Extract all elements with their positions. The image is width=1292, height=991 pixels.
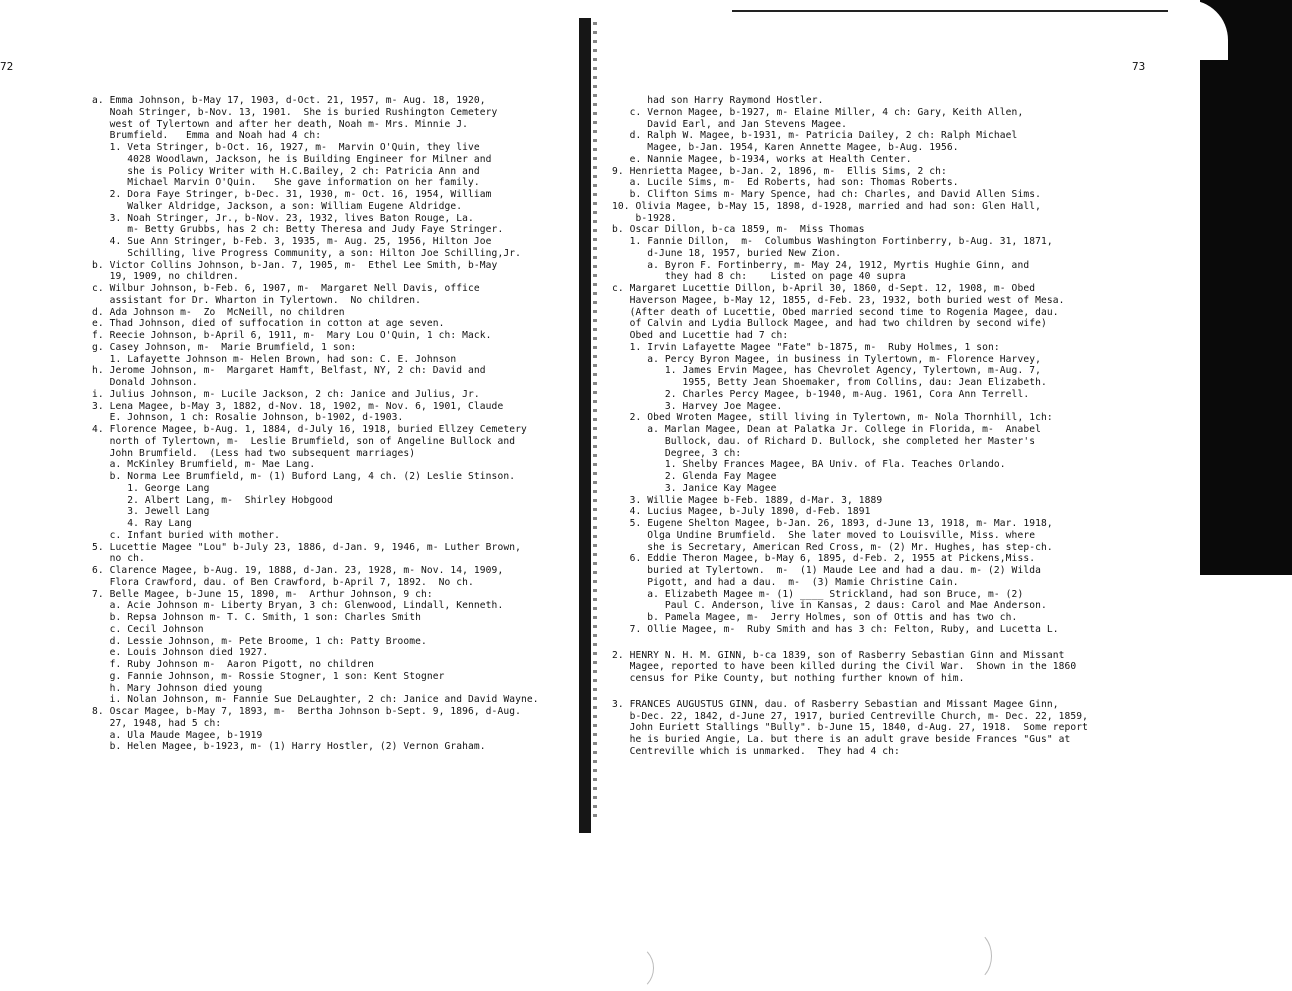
text-line: b. Repsa Johnson m- T. C. Smith, 1 son: Charles Smith — [92, 612, 422, 623]
text-line: Degree, 3 ch: — [612, 447, 742, 459]
text-line: 4. Lucius Magee, b-July 1890, d-Feb. 1891 — [612, 506, 871, 518]
text-line: 3. Janice Kay Magee — [612, 482, 777, 494]
text-line: 5. Eugene Shelton Magee, b-Jan. 26, 1893, d-June 13, 1918, m- Mar. 1918, — [612, 518, 1053, 529]
text-line: 1. Lafayette Johnson m- Helen Brown, had son: C. E. Johnson — [92, 353, 457, 365]
text-line: b. Oscar Dillon, b-ca 1859, m- Miss Thomas — [612, 224, 865, 236]
text-line: 7. Belle Magee, b-June 15, 1890, m- Arthur Johnson, 9 ch: — [92, 588, 433, 600]
text-line: 1. George Lang — [92, 482, 210, 494]
text-line: b. Victor Collins Johnson, b-Jan. 7, 1905, m- Ethel Lee Smith, b-May — [92, 259, 498, 271]
text-line: 4. Sue Ann Stringer, b-Feb. 3, 1935, m- Aug. 25, 1956, Hilton Joe — [92, 236, 492, 247]
text-line: g. Casey Johnson, m- Marie Brumfield, 1 son: — [92, 341, 357, 353]
text-line: c. Infant buried with mother. — [92, 529, 281, 541]
text-line: 3. Noah Stringer, Jr., b-Nov. 23, 1932, lives Baton Rouge, La. — [92, 212, 474, 224]
book-binding-shadow — [579, 18, 591, 833]
text-line: E. Johnson, 1 ch: Rosalie Johnson, b-1902, d-1903. — [92, 412, 404, 424]
text-line: f. Ruby Johnson m- Aaron Pigott, no children — [92, 659, 375, 670]
text-line: had son Harry Raymond Hostler. — [612, 95, 824, 106]
text-line: Flora Crawford, dau. of Ben Crawford, b-April 7, 1892. No ch. — [92, 576, 474, 588]
text-line: Paul C. Anderson, live in Kansas, 2 daus: Carol and Mae Anderson. — [612, 600, 1047, 612]
text-line: a. Lucile Sims, m- Ed Roberts, had son: Thomas Roberts. — [612, 177, 959, 189]
scan-artifact — [612, 945, 654, 991]
text-line: i. Julius Johnson, m- Lucile Jackson, 2 ch: Janice and Julius, Jr. — [92, 388, 480, 400]
text-line: Magee, b-Jan. 1954, Karen Annette Magee, b-Aug. 1956. — [612, 142, 959, 153]
text-line: 2. Albert Lang, m- Shirley Hobgood — [92, 494, 333, 506]
text-line: 3. Harvey Joe Magee. — [612, 400, 783, 412]
text-line: David Earl, and Jan Stevens Magee. — [612, 118, 848, 130]
text-line: census for Pike County, but nothing further known of him. — [612, 673, 965, 684]
text-line: 3. Lena Magee, b-May 3, 1882, d-Nov. 18, 1902, m- Nov. 6, 1901, Claude — [92, 400, 504, 412]
text-line: 5. Lucettie Magee "Lou" b-July 23, 1886, d-Jan. 9, 1946, m- Luther Brown, — [92, 541, 521, 553]
text-line: Pigott, and had a dau. m- (3) Mamie Christine Cain. — [612, 576, 959, 588]
text-line: Magee, reported to have been killed during the Civil War. Shown in the 1860 — [612, 661, 1077, 673]
text-line: 6. Eddie Theron Magee, b-May 6, 1895, d-Feb. 2, 1955 at Pickens,Miss. — [612, 553, 1036, 565]
text-line: 2. Obed Wroten Magee, still living in Tylertown, m- Nola Thornhill, 1ch: — [612, 412, 1053, 424]
text-line: h. Mary Johnson died young — [92, 682, 263, 694]
text-line: b. Norma Lee Brumfield, m- (1) Buford Lang, 4 ch. (2) Leslie Stinson. — [92, 471, 516, 482]
text-line: b. Pamela Magee, m- Jerry Holmes, son of Ottis and has two ch. — [612, 612, 1018, 623]
text-line: Noah Stringer, b-Nov. 13, 1901. She is buried Rushington Cemetery — [92, 106, 498, 118]
text-line: 2. Charles Percy Magee, b-1940, m-Aug. 1961, Cora Ann Terrell. — [612, 388, 1030, 400]
text-line: 1. Fannie Dillon, m- Columbus Washington Fortinberry, b-Aug. 31, 1871, — [612, 236, 1053, 247]
binding-edge-texture — [593, 22, 597, 822]
text-line: 9. Henrietta Magee, b-Jan. 2, 1896, m- Ellis Sims, 2 ch: — [612, 165, 947, 177]
text-line: a. McKinley Brumfield, m- Mae Lang. — [92, 459, 316, 471]
text-line: they had 8 ch: Listed on page 40 supra — [612, 271, 906, 283]
text-line: b-1928. — [612, 212, 677, 224]
text-line: 1. Shelby Frances Magee, BA Univ. of Fla. Teaches Orlando. — [612, 459, 1006, 471]
text-line: a. Elizabeth Magee m- (1) ____ Strickland, had son Bruce, m- (2) — [612, 588, 1024, 600]
text-line: Obed and Lucettie had 7 ch: — [612, 330, 789, 341]
text-line: h. Jerome Johnson, m- Margaret Hamft, Belfast, NY, 2 ch: David and — [92, 365, 486, 377]
text-line: d. Ada Johnson m- Zo McNeill, no children — [92, 306, 345, 318]
text-line: John Brumfield. (Less had two subsequent marriages) — [92, 447, 416, 459]
paragraph-gap — [612, 685, 1088, 699]
scan-dark-margin — [1200, 0, 1292, 575]
text-line: 2. Dora Faye Stringer, b-Dec. 31, 1930, m- Oct. 16, 1954, William — [92, 189, 492, 200]
text-line: 4. Ray Lang — [92, 518, 192, 529]
text-line: Schilling, live Progress Community, a son: Hilton Joe Schilling,Jr. — [92, 247, 521, 259]
text-line: west of Tylertown and after her death, Noah m- Mrs. Minnie J. — [92, 118, 469, 130]
text-line: Bullock, dau. of Richard D. Bullock, she completed her Master's — [612, 435, 1036, 447]
text-line: b-Dec. 22, 1842, d-June 27, 1917, buried Centreville Church, m- Dec. 22, 1859, — [612, 710, 1088, 722]
left-page-number: 72 — [0, 60, 14, 73]
text-line: c. Wilbur Johnson, b-Feb. 6, 1907, m- Margaret Nell Davis, office — [92, 283, 480, 294]
text-line: 2. HENRY N. H. M. GINN, b-ca 1839, son of Rasberry Sebastian Ginn and Missant — [612, 649, 1065, 661]
text-line: 2. Glenda Fay Magee — [612, 471, 777, 482]
text-line: g. Fannie Johnson, m- Rossie Stogner, 1 son: Kent Stogner — [92, 670, 445, 682]
text-line: Brumfield. Emma and Noah had 4 ch: — [92, 130, 322, 142]
text-line: c. Cecil Johnson — [92, 623, 204, 635]
right-page-number: 73 — [1132, 60, 1146, 73]
text-line: c. Margaret Lucettie Dillon, b-April 30, 1860, d-Sept. 12, 1908, m- Obed — [612, 283, 1036, 294]
text-line: of Calvin and Lydia Bullock Magee, and had two children by second wife) — [612, 318, 1047, 330]
text-line: a. Byron F. Fortinberry, m- May 24, 1912, Myrtis Hughie Ginn, and — [612, 259, 1030, 271]
right-page-text — [612, 95, 1088, 758]
text-line: b. Helen Magee, b-1923, m- (1) Harry Hostler, (2) Vernon Graham. — [92, 741, 486, 753]
text-line: e. Nannie Magee, b-1934, works at Health Center. — [612, 153, 912, 165]
text-line: c. Vernon Magee, b-1927, m- Elaine Miller, 4 ch: Gary, Keith Allen, — [612, 106, 1024, 118]
paragraph-gap — [612, 636, 1088, 650]
text-line: buried at Tylertown. m- (1) Maude Lee and had a dau. m- (2) Wilda — [612, 565, 1041, 576]
text-line: d. Lessie Johnson, m- Pete Broome, 1 ch: Patty Broome. — [92, 635, 427, 647]
text-line: 10. Olivia Magee, b-May 15, 1898, d-1928, married and had son: Glen Hall, — [612, 200, 1041, 212]
text-line: 3. FRANCES AUGUSTUS GINN, dau. of Rasberry Sebastian and Missant Magee Ginn, — [612, 698, 1059, 710]
text-line: 7. Ollie Magee, m- Ruby Smith and has 3 ch: Felton, Ruby, and Lucetta L. — [612, 623, 1059, 635]
text-line: 1. Irvin Lafayette Magee "Fate" b-1875, m- Ruby Holmes, 1 son: — [612, 341, 1000, 353]
text-line: a. Ula Maude Magee, b-1919 — [92, 729, 263, 741]
text-line: a. Acie Johnson m- Liberty Bryan, 3 ch: Glenwood, Lindall, Kenneth. — [92, 600, 504, 612]
text-line: he is buried Angie, La. but there is an adult grave beside Frances "Gus" at — [612, 734, 1071, 745]
text-line: 1. Veta Stringer, b-Oct. 16, 1927, m- Marvin O'Quin, they live — [92, 142, 480, 153]
text-line: a. Marlan Magee, Dean at Palatka Jr. College in Florida, m- Anabel — [612, 424, 1041, 435]
scan-artifact — [950, 930, 992, 982]
text-line: 4028 Woodlawn, Jackson, he is Building Engineer for Milner and — [92, 153, 492, 165]
text-line: a. Emma Johnson, b-May 17, 1903, d-Oct. 21, 1957, m- Aug. 18, 1920, — [92, 95, 486, 106]
text-line: 1. James Ervin Magee, has Chevrolet Agency, Tylertown, m-Aug. 7, — [612, 365, 1041, 377]
text-line: e. Louis Johnson died 1927. — [92, 647, 269, 659]
text-line: Centreville which is unmarked. They had 4 ch: — [612, 745, 900, 757]
text-line: 4. Florence Magee, b-Aug. 1, 1884, d-July 16, 1918, buried Ellzey Cemetery — [92, 424, 527, 435]
text-line: Michael Marvin O'Quin. She gave information on her family. — [92, 177, 480, 189]
text-line: (After death of Lucettie, Obed married second time to Rogenia Magee, dau. — [612, 306, 1059, 318]
text-line: 8. Oscar Magee, b-May 7, 1893, m- Bertha Johnson b-Sept. 9, 1896, d-Aug. — [92, 706, 521, 717]
text-line: 1955, Betty Jean Shoemaker, from Collins, dau: Jean Elizabeth. — [612, 377, 1047, 388]
text-line: Donald Johnson. — [92, 377, 198, 388]
text-line: 3. Willie Magee b-Feb. 1889, d-Mar. 3, 1889 — [612, 494, 883, 506]
text-line: f. Reecie Johnson, b-April 6, 1911, m- Mary Lou O'Quin, 1 ch: Mack. — [92, 330, 492, 341]
left-page-text — [92, 95, 539, 753]
text-line: 27, 1948, had 5 ch: — [92, 717, 222, 729]
text-line: d. Ralph W. Magee, b-1931, m- Patricia Dailey, 2 ch: Ralph Michael — [612, 130, 1018, 142]
text-line: e. Thad Johnson, died of suffocation in cotton at age seven. — [92, 318, 445, 330]
scan-top-edge — [732, 10, 1232, 12]
text-line: no ch. — [92, 553, 145, 565]
text-line: she is Policy Writer with H.C.Bailey, 2 ch: Patricia Ann and — [92, 165, 480, 177]
text-line: she is Secretary, American Red Cross, m- (2) Mr. Hughes, has step-ch. — [612, 541, 1053, 553]
text-line: m- Betty Grubbs, has 2 ch: Betty Theresa and Judy Faye Stringer. — [92, 224, 504, 236]
text-line: a. Percy Byron Magee, in business in Tylertown, m- Florence Harvey, — [612, 353, 1041, 365]
text-line: John Euriett Stallings "Bully". b-June 15, 1840, d-Aug. 27, 1918. Some report — [612, 722, 1088, 734]
text-line: assistant for Dr. Wharton in Tylertown. No children. — [92, 294, 422, 306]
text-line: 19, 1909, no children. — [92, 271, 239, 283]
text-line: Walker Aldridge, Jackson, a son: William Eugene Aldridge. — [92, 200, 463, 212]
text-line: b. Clifton Sims m- Mary Spence, had ch: Charles, and David Allen Sims. — [612, 189, 1041, 200]
text-line: north of Tylertown, m- Leslie Brumfield, son of Angeline Bullock and — [92, 435, 516, 447]
text-line: 6. Clarence Magee, b-Aug. 19, 1888, d-Jan. 23, 1928, m- Nov. 14, 1909, — [92, 565, 504, 576]
text-line: Haverson Magee, b-May 12, 1855, d-Feb. 23, 1932, both buried west of Mesa. — [612, 294, 1065, 306]
text-line: d-June 18, 1957, buried New Zion. — [612, 247, 842, 259]
text-line: Olga Undine Brumfield. She later moved to Louisville, Miss. where — [612, 529, 1036, 541]
text-line: 3. Jewell Lang — [92, 506, 210, 518]
text-line: i. Nolan Johnson, m- Fannie Sue DeLaughter, 2 ch: Janice and David Wayne. — [92, 694, 539, 706]
